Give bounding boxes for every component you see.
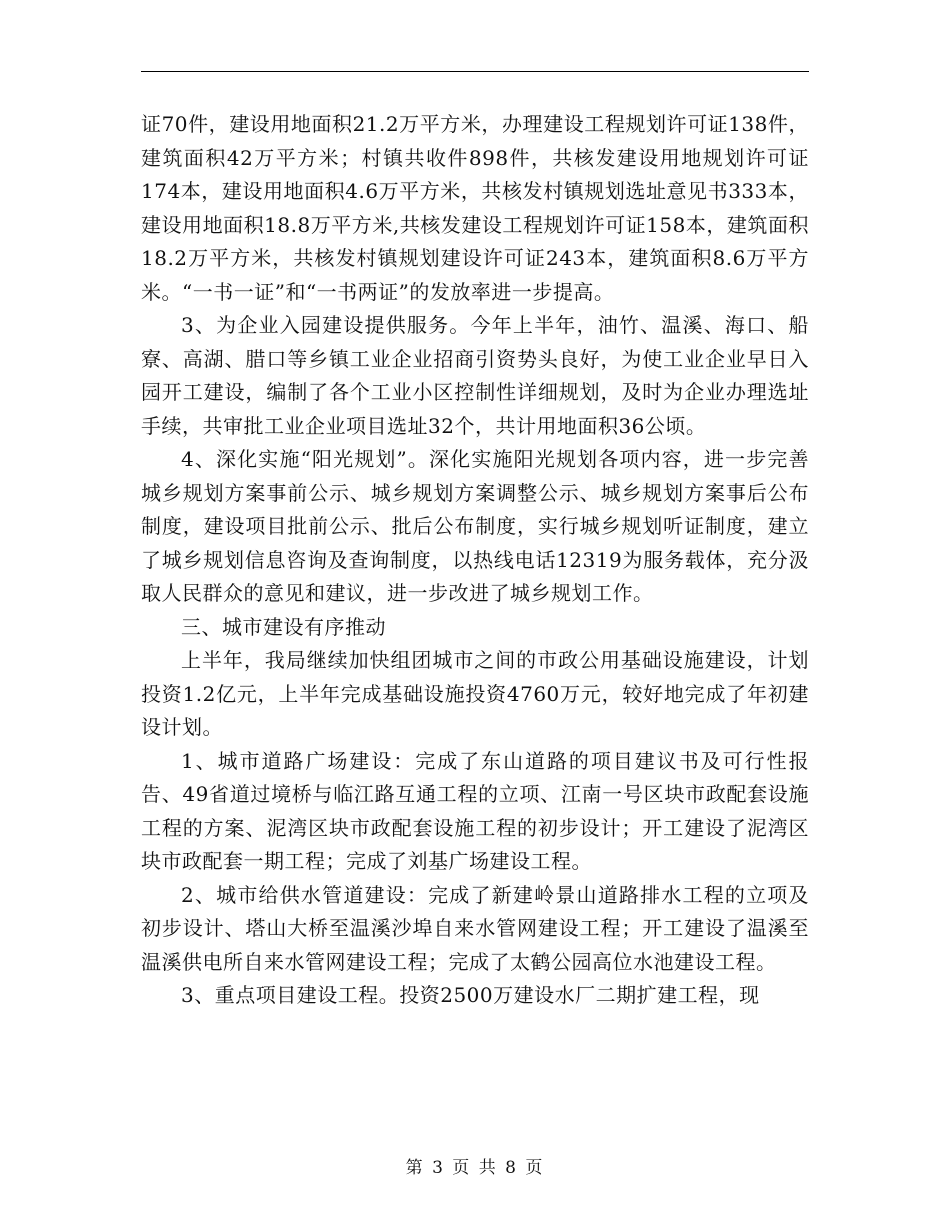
- header-rule: [141, 71, 809, 72]
- paragraph-enterprise-service: 3、为企业入园建设提供服务。今年上半年，油竹、温溪、海口、船寮、高湖、腊口等乡镇工业企业招商引资势头良好，为使工业企业早日入园开工建设，编制了各个工业小区控制性详细规划，及时为企业办理选址手续，共审批工业企业项目选址32个，共计用地面积36公顷。: [141, 313, 809, 438]
- page-number: 第 3 页 共 8 页: [405, 1158, 545, 1178]
- section-heading-city-construction: 三、城市建设有序推动: [181, 614, 386, 639]
- document-body: [141, 108, 809, 1013]
- paragraph-water-supply: 2、城市给供水管道建设：完成了新建岭景山道路排水工程的立项及初步设计、塔山大桥至温溪沙埠自来水管网建设工程；开工建设了温溪至温溪供电所自来水管网建设工程；完成了太鹤公园高位水池建设工程。: [141, 882, 809, 974]
- paragraph-key-projects: 3、重点项目建设工程。投资2500万建设水厂二期扩建工程，现: [181, 983, 760, 1007]
- paragraph-infrastructure-investment: 上半年，我局继续加快组团城市之间的市政公用基础设施建设，计划投资1.2亿元，上半年完成基础设施投资4760万元，较好地完成了年初建设计划。: [141, 648, 809, 739]
- paragraph-permits-continued: 证70件，建设用地面积21.2万平方米，办理建设工程规划许可证138件，建筑面积42万平方米；村镇共收件898件，共核发建设用地规划许可证174本，建设用地面积4.6万平方米，共核发村镇规划选址意见书333本，建设用地面积18.8万平方米,共核发建设工程规划许可证158本，建筑面积18.2万平方米，共核发村镇规划建设许可证243本，建筑面积8.6万平方米。“一书一证”和“一书两证”的发放率进一步提高。: [141, 112, 809, 304]
- paragraph-road-square: 1、城市道路广场建设：完成了东山道路的项目建议书及可行性报告、49省道过境桥与临江路互通工程的立项、江南一号区块市政配套设施工程的方案、泥湾区块市政配套设施工程的初步设计；开工建设了泥湾区块市政配套一期工程；完成了刘基广场建设工程。: [141, 748, 809, 873]
- paragraph-sunshine-planning: 4、深化实施“阳光规划”。深化实施阳光规划各项内容，进一步完善城乡规划方案事前公示、城乡规划方案调整公示、城乡规划方案事后公布制度，建设项目批前公示、批后公布制度，实行城乡规划听证制度，建立了城乡规划信息咨询及查询制度，以热线电话12319为服务载体，充分汲取人民群众的意见和建议，进一步改进了城乡规划工作。: [141, 447, 809, 605]
